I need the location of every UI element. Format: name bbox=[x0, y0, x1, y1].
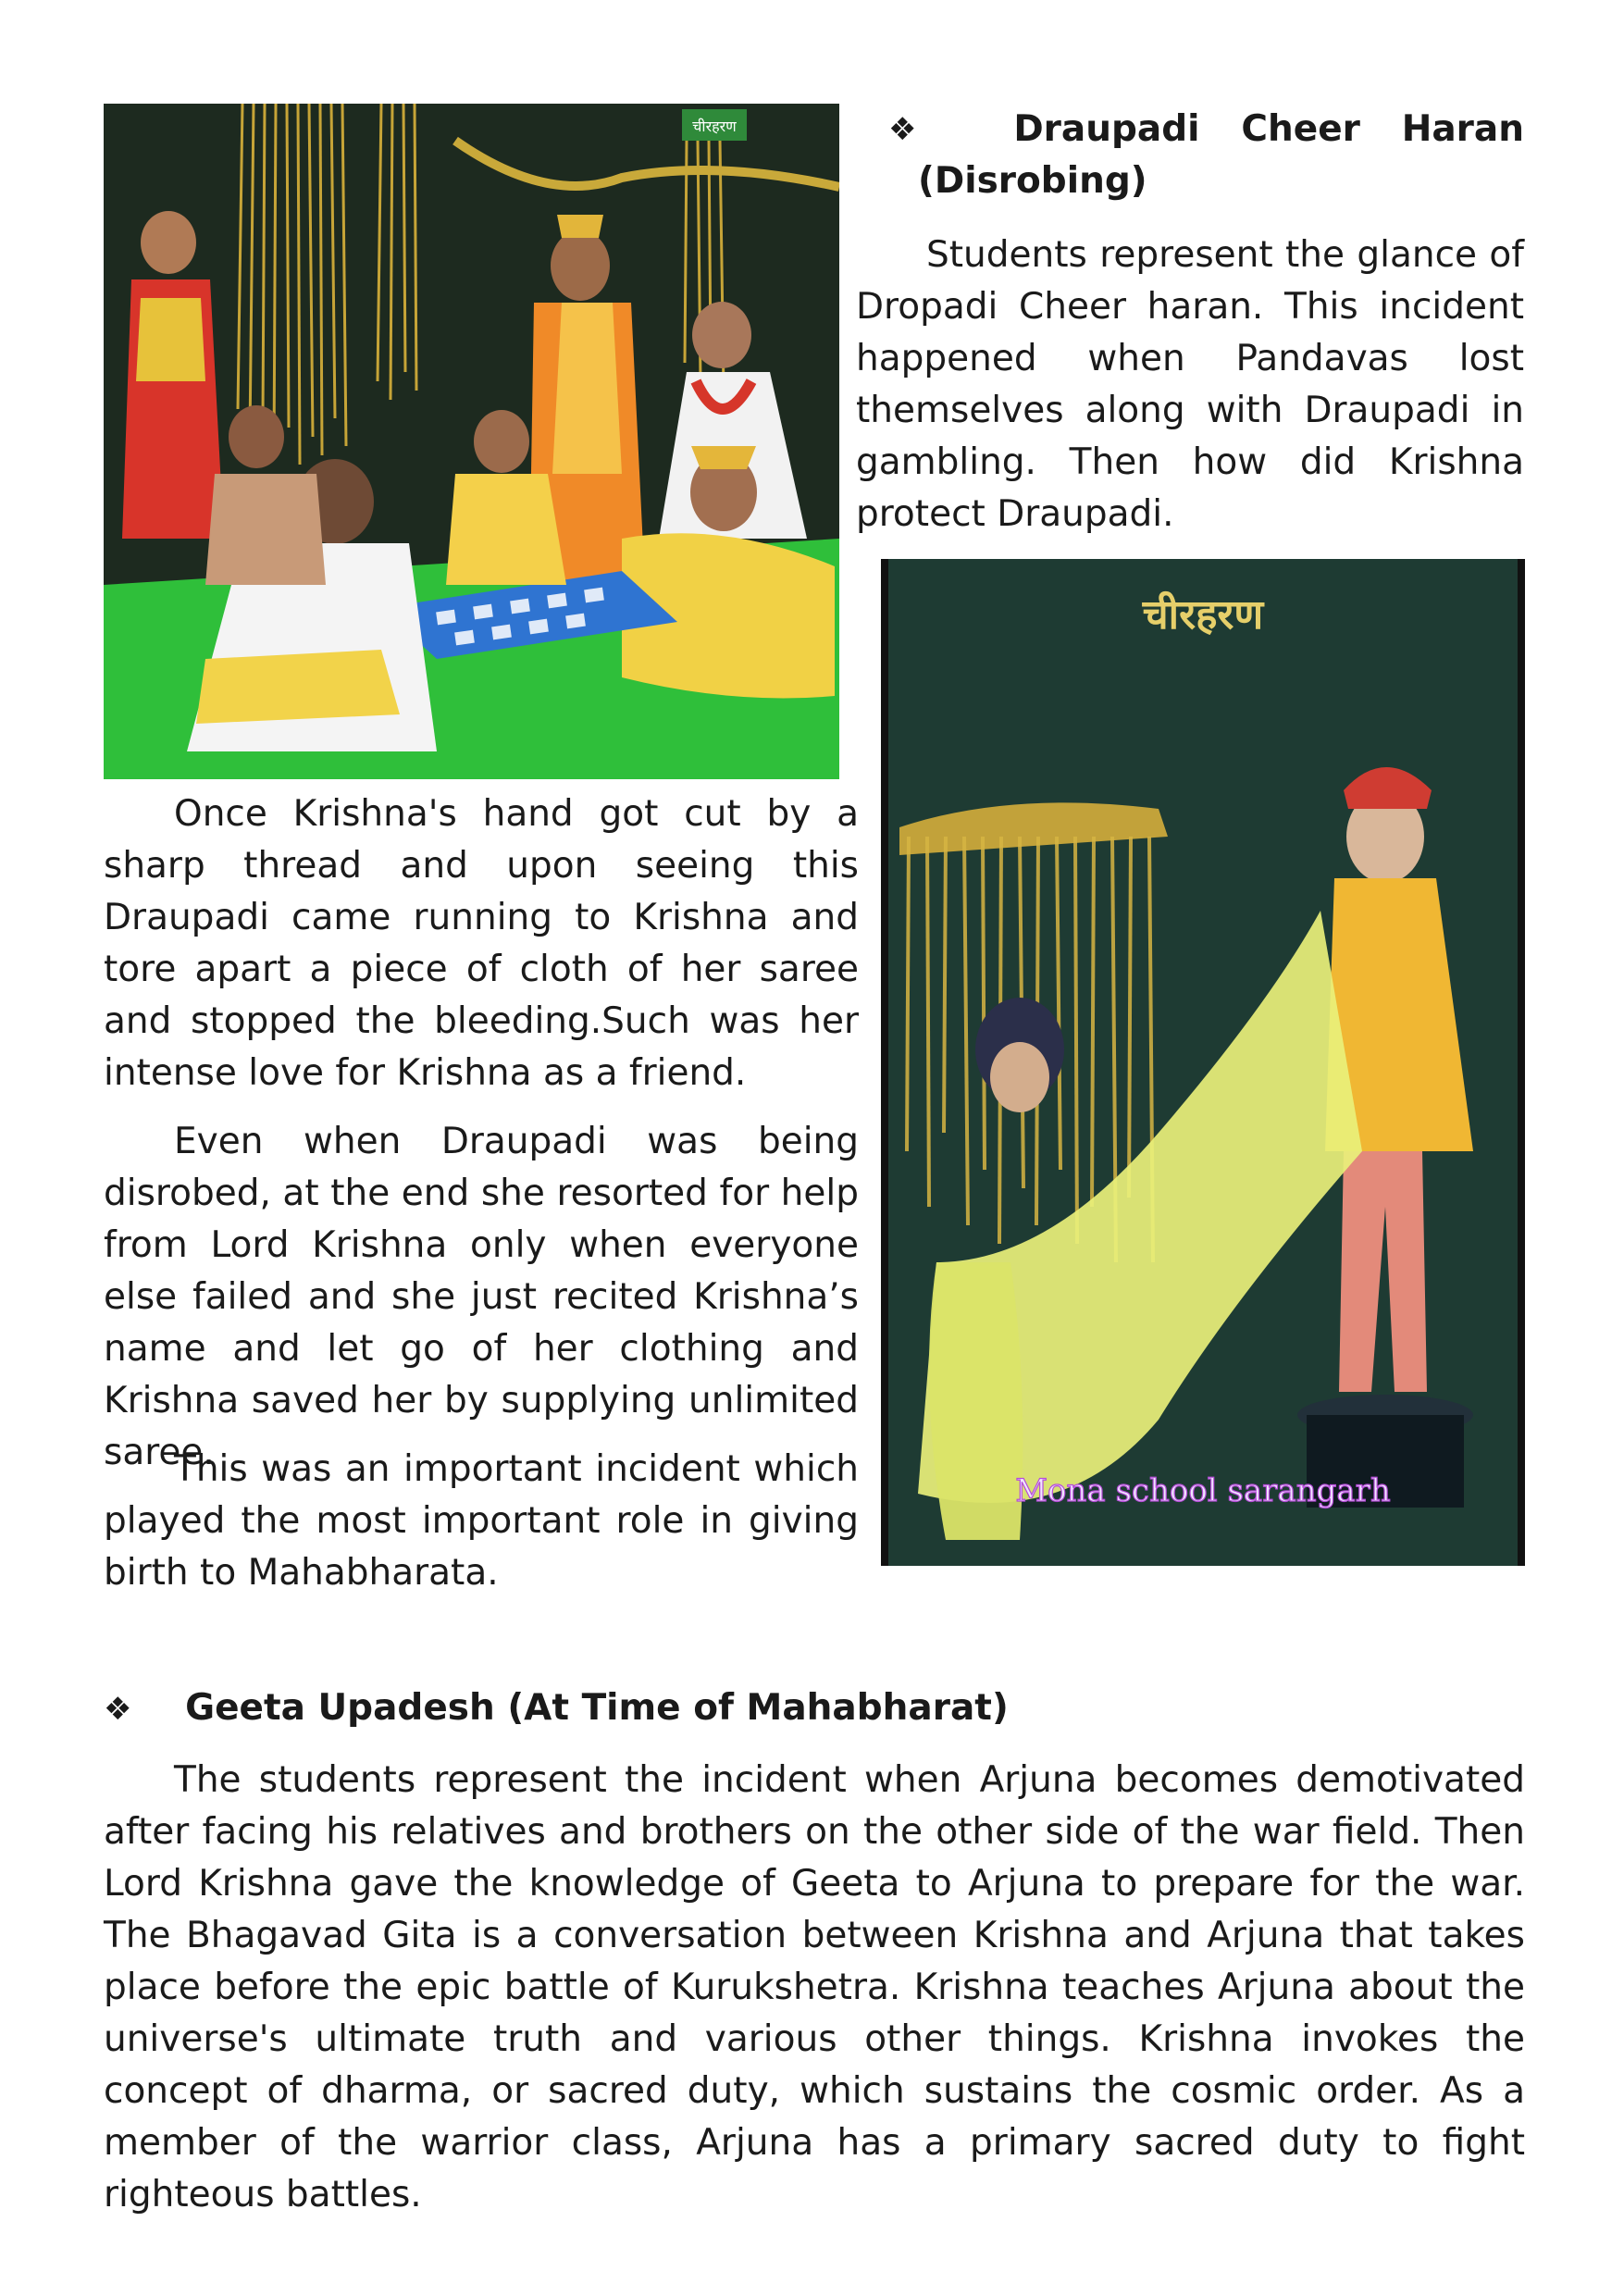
geeta-paragraph: The students represent the incident when Arjuna becomes demotivated after facing his relatives and brothers on the other side of the war field. Then Lord Krishna gave the knowledge of Geeta to Arjuna to prepare for the war. The Bhagavad Gita is a conversation between Krishna and Arjuna that takes place before the epic battle of Kurukshetra. Krishna teaches Arjuna about the universe's ultimate truth and various other things. Krishna invokes the concept of dharma, or sacred duty, which sustains the cosmic order. As a member of the warrior class, Arjuna has a primary sacred duty to fight righteous battles. bbox=[104, 1759, 1525, 2215]
play-photo-gambling-scene bbox=[104, 104, 839, 779]
photo2-title-text: चीरहरण bbox=[1142, 591, 1264, 639]
bullet-icon: ❖ bbox=[104, 1691, 132, 1728]
photo1-sign-text: चीरहरण bbox=[692, 118, 737, 135]
section-heading-geeta bbox=[104, 1682, 1525, 1735]
paragraph-krishna-hand: Once Krishna's hand got cut by a sharp thread and upon seeing this Draupadi came running to Krishna and tore apart a piece of cloth of her saree and stopped the bleeding.Such was her intense love for Krishna as a friend. bbox=[104, 793, 859, 1094]
play-photo-illustration bbox=[104, 104, 839, 779]
heading-word: Haran bbox=[1401, 108, 1524, 150]
cheer-haran-illustration bbox=[881, 559, 1525, 1566]
heading-subtitle: (Disrobing) bbox=[918, 160, 1147, 202]
heading-word: Cheer bbox=[1241, 108, 1360, 150]
heading-text: Geeta Upadesh (At Time of Mahabharat) bbox=[185, 1687, 1009, 1729]
intro-paragraph: Students represent the glance of Dropadi Cheer haran. This incident happened when Pandavas lost themselves along with Draupadi in gambling. Then how did Krishna protect Draupadi. bbox=[856, 234, 1524, 535]
photo2-watermark: Mona school sarangarh bbox=[1015, 1472, 1391, 1509]
paragraph-important-incident: This was an important incident which played the most important role in giving birth to Mahabharata. bbox=[104, 1448, 859, 1594]
bullet-icon: ❖ bbox=[888, 111, 917, 148]
heading-word: Draupadi bbox=[1013, 108, 1200, 150]
paragraph-disrobed: Even when Draupadi was being disrobed, at the end she resorted for help from Lord Krishna only when everyone else failed and she just recited Krishna’s name and let go of her clothing and Krishna saved her by supplying unlimited saree. bbox=[104, 1121, 859, 1473]
section-heading-draupadi bbox=[888, 104, 1524, 207]
play-photo-cheer-haran bbox=[881, 559, 1525, 1566]
